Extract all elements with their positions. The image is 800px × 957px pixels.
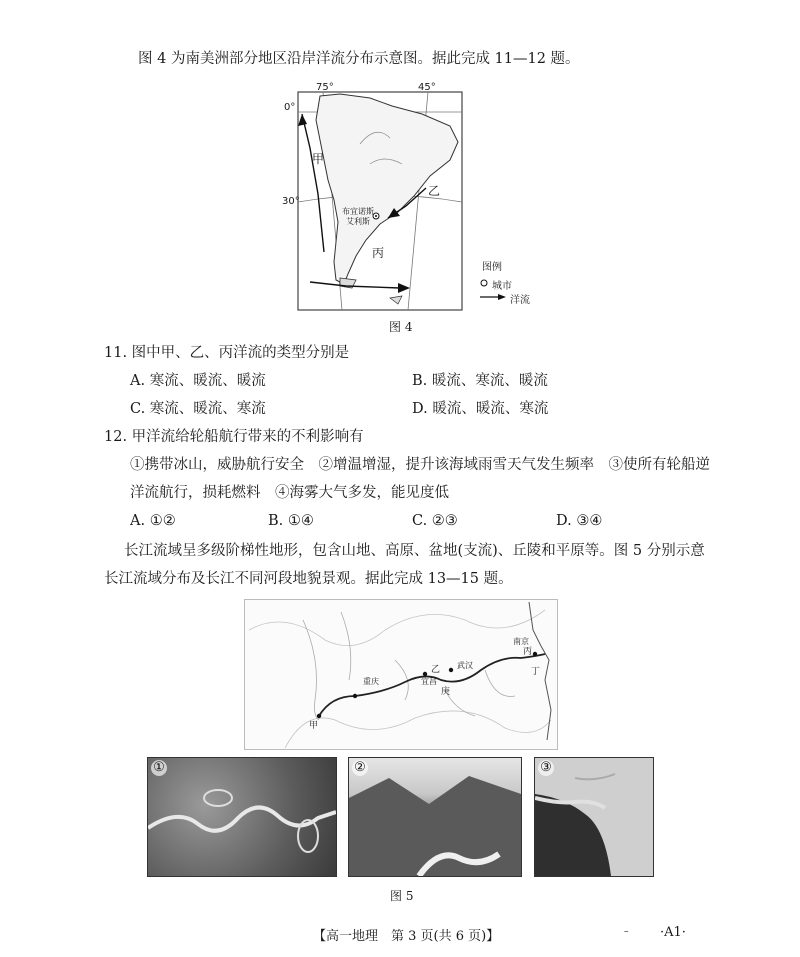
- q12-option-a: A. ①②: [130, 513, 176, 529]
- map2-label-chongqing: 重庆: [363, 677, 379, 686]
- q11-stem: 11. 图中甲、乙、丙洋流的类型分别是: [104, 345, 350, 361]
- q11-option-d: D. 暖流、暖流、寒流: [412, 401, 549, 417]
- city-label-1: 布宜诺斯: [342, 207, 374, 216]
- figure-4-caption: 图 4: [389, 320, 413, 334]
- photo-3-number: ③: [538, 760, 554, 776]
- legend-current: 洋流: [510, 295, 530, 306]
- map2-label-ding: 丁: [531, 667, 541, 677]
- legend-title: 图例: [482, 262, 502, 273]
- map2-label-bing: 丙: [523, 647, 533, 657]
- q12-statement-line-1: ①携带冰山，威胁航行安全 ②增温增湿，提升该海域雨雪天气发生频率 ③使所有轮船逆: [130, 457, 710, 473]
- footer-mark: ·A1·: [660, 925, 686, 940]
- photo-2-number: ②: [352, 760, 368, 776]
- map2-label-nanjing: 南京: [513, 637, 529, 646]
- q12-statement-line-2: 洋流航行，损耗燃料 ④海雾大气多发，能见度低: [130, 485, 449, 501]
- lat-30-label: 30°: [282, 196, 300, 207]
- landscape-photo-1: [147, 757, 337, 877]
- footer-dash: –: [624, 927, 629, 937]
- q12-stem: 12. 甲洋流给轮船航行带来的不利影响有: [104, 429, 364, 445]
- q12-option-d: D. ③④: [556, 513, 603, 529]
- current-bing-label: 丙: [372, 246, 385, 260]
- q12-option-b: B. ①④: [268, 513, 314, 529]
- photo-1-number: ①: [151, 760, 167, 776]
- yangtze-basin-map: [244, 599, 558, 750]
- q11-option-c: C. 寒流、暖流、寒流: [130, 401, 266, 417]
- figure-5-caption: 图 5: [390, 889, 414, 903]
- lat-0-label: 0°: [284, 102, 296, 113]
- current-jia-label: 甲: [312, 152, 325, 166]
- legend-city: 城市: [492, 281, 512, 292]
- q11-option-a: A. 寒流、暖流、暖流: [130, 373, 266, 389]
- q12-option-c: C. ②③: [412, 513, 458, 529]
- landscape-photo-2: [348, 757, 522, 877]
- map2-label-yichang: 宜昌: [421, 677, 437, 686]
- intro-text-1: 图 4 为南美洲部分地区沿岸洋流分布示意图。据此完成 11—12 题。: [138, 51, 580, 67]
- map2-label-geng: 庚: [441, 687, 451, 697]
- q11-option-b: B. 暖流、寒流、暖流: [412, 373, 548, 389]
- current-yi-label: 乙: [428, 184, 441, 198]
- map2-label-jia: 甲: [309, 721, 319, 731]
- intro-text-2-line-2: 长江流域分布及长江不同河段地貌景观。据此完成 13—15 题。: [104, 571, 513, 587]
- south-america-map: [280, 84, 530, 314]
- intro-text-2-line-1: 长江流域呈多级阶梯性地形，包含山地、高原、盆地(支流)、丘陵和平原等。图 5 分别示意: [124, 543, 705, 559]
- lon-75-label: 75°: [316, 82, 334, 93]
- landscape-photo-3: [534, 757, 654, 877]
- lon-45-label: 45°: [418, 82, 436, 93]
- map2-label-wuhan: 武汉: [457, 661, 473, 670]
- map2-label-yi: 乙: [431, 665, 441, 675]
- city-label-2: 艾利斯: [346, 217, 370, 226]
- page-footer: 【高一地理 第 3 页(共 6 页)】: [313, 929, 500, 944]
